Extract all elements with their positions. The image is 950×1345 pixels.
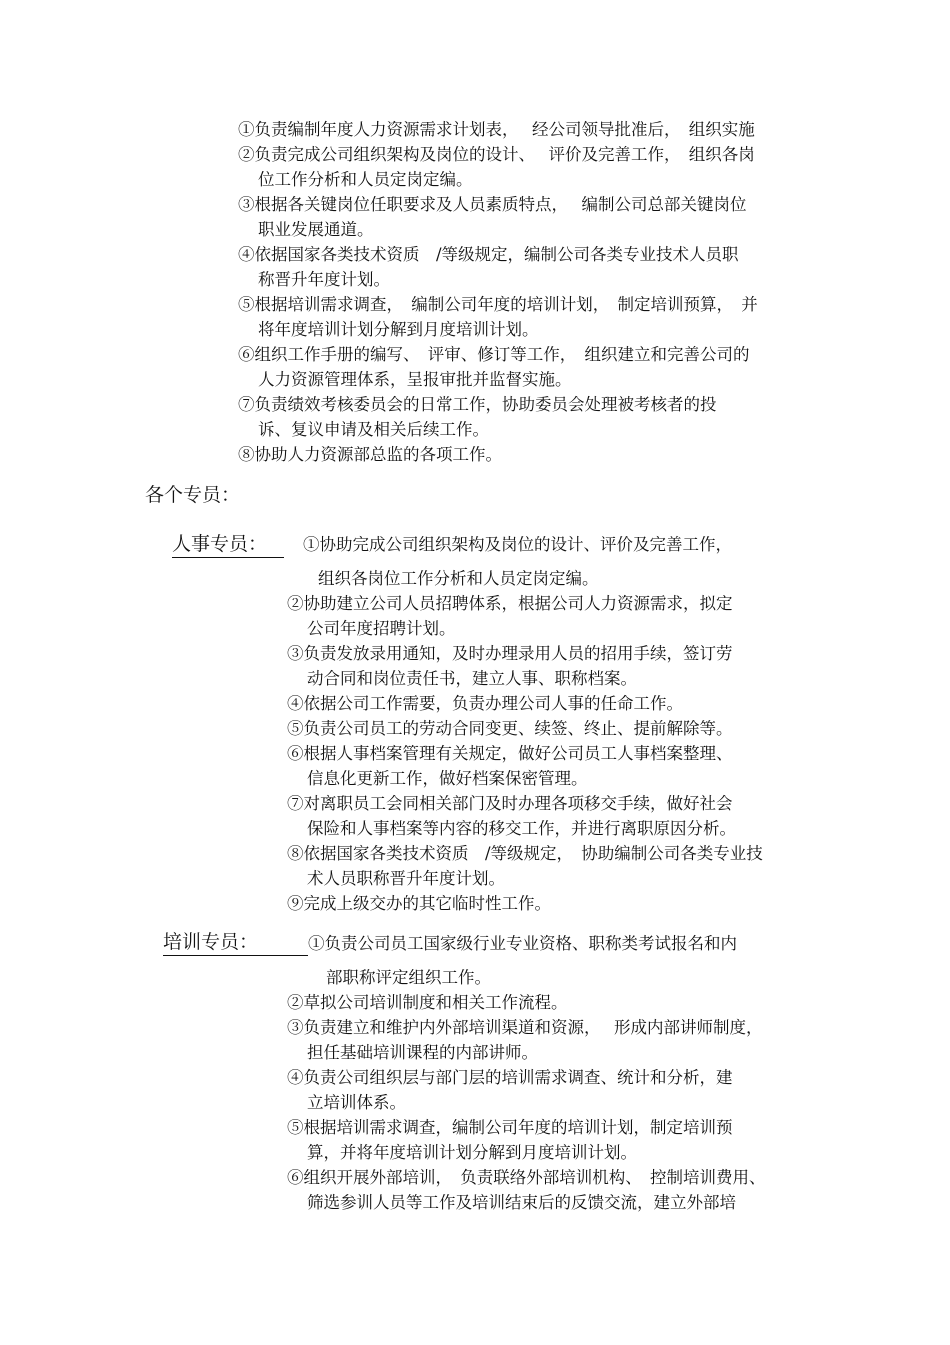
list-item-continuation: 称晋升年度计划。 (258, 270, 390, 289)
list-item-continuation: 动合同和岗位责任书，建立人事、职称档案。 (307, 669, 637, 688)
list-item-continuation: 部职称评定组织工作。 (326, 968, 491, 987)
list-item: ⑤负责公司员工的劳动合同变更、续签、终止、提前解除等。 (287, 719, 733, 738)
list-item-continuation: 职业发展通道。 (258, 220, 374, 239)
list-item: ⑥组织工作手册的编写、 评审、修订等工作， 组织建立和完善公司的 (238, 345, 750, 364)
list-item: ⑤根据培训需求调查， 编制公司年度的培训计划， 制定培训预算， 并 (238, 295, 758, 314)
list-item: ⑦对离职员工会同相关部门及时办理各项移交手续，做好社会 (287, 794, 733, 813)
list-item: ⑨完成上级交办的其它临时性工作。 (287, 894, 551, 913)
list-item: ①负责编制年度人力资源需求计划表， 经公司领导批准后， 组织实施 (238, 120, 755, 139)
list-item: ①协助完成公司组织架构及岗位的设计、评价及完善工作， (303, 535, 732, 554)
list-item: ③负责建立和维护内外部培训渠道和资源， 形成内部讲师制度， (287, 1018, 763, 1037)
list-item: ⑧协助人力资源部总监的各项工作。 (238, 445, 502, 464)
list-item-continuation: 立培训体系。 (307, 1093, 406, 1112)
training-specialist-title: 培训专员： (163, 930, 308, 956)
list-item-continuation: 诉、复议申请及相关后续工作。 (258, 420, 489, 439)
list-item-continuation: 人力资源管理体系，呈报审批并监督实施。 (258, 370, 572, 389)
list-item-continuation: 保险和人事档案等内容的移交工作，并进行离职原因分析。 (307, 819, 736, 838)
list-item: ⑤根据培训需求调查，编制公司年度的培训计划，制定培训预 (287, 1118, 733, 1137)
list-item-continuation: 位工作分析和人员定岗定编。 (258, 170, 473, 189)
list-item: ⑦负责绩效考核委员会的日常工作，协助委员会处理被考核者的投 (238, 395, 717, 414)
list-item: ④依据国家各类技术资质 /等级规定，编制公司各类专业技术人员职 (238, 245, 739, 264)
list-item-continuation: 信息化更新工作，做好档案保密管理。 (307, 769, 588, 788)
list-item: ②负责完成公司组织架构及岗位的设计、 评价及完善工作， 组织各岗 (238, 145, 755, 164)
list-item-continuation: 筛选参训人员等工作及培训结束后的反馈交流，建立外部培 (307, 1193, 736, 1212)
list-item-continuation: 将年度培训计划分解到月度培训计划。 (258, 320, 539, 339)
list-item-continuation: 公司年度招聘计划。 (307, 619, 456, 638)
list-item: ⑧依据国家各类技术资质 /等级规定， 协助编制公司各类专业技 (287, 844, 763, 863)
list-item: ④依据公司工作需要，负责办理公司人事的任命工作。 (287, 694, 683, 713)
specialists-heading: 各个专员： (145, 484, 241, 506)
list-item: ④负责公司组织层与部门层的培训需求调查、统计和分析，建 (287, 1068, 733, 1087)
list-item: ⑥根据人事档案管理有关规定，做好公司员工人事档案整理、 (287, 744, 733, 763)
list-item: ③负责发放录用通知，及时办理录用人员的招用手续，签订劳 (287, 644, 733, 663)
list-item: ②协助建立公司人员招聘体系，根据公司人力资源需求，拟定 (287, 594, 733, 613)
list-item-continuation: 算，并将年度培训计划分解到月度培训计划。 (307, 1143, 637, 1162)
list-item-continuation: 组织各岗位工作分析和人员定岗定编。 (318, 569, 599, 588)
hr-specialist-title: 人事专员： (172, 532, 284, 558)
list-item-continuation: 担任基础培训课程的内部讲师。 (307, 1043, 538, 1062)
list-item: ②草拟公司培训制度和相关工作流程。 (287, 993, 568, 1012)
list-item: ⑥组织开展外部培训， 负责联络外部培训机构、 控制培训费用、 (287, 1168, 766, 1187)
list-item-continuation: 术人员职称晋升年度计划。 (307, 869, 505, 888)
list-item: ①负责公司员工国家级行业专业资格、职称类考试报名和内 (308, 934, 737, 953)
list-item: ③根据各关键岗位任职要求及人员素质特点， 编制公司总部关键岗位 (238, 195, 747, 214)
